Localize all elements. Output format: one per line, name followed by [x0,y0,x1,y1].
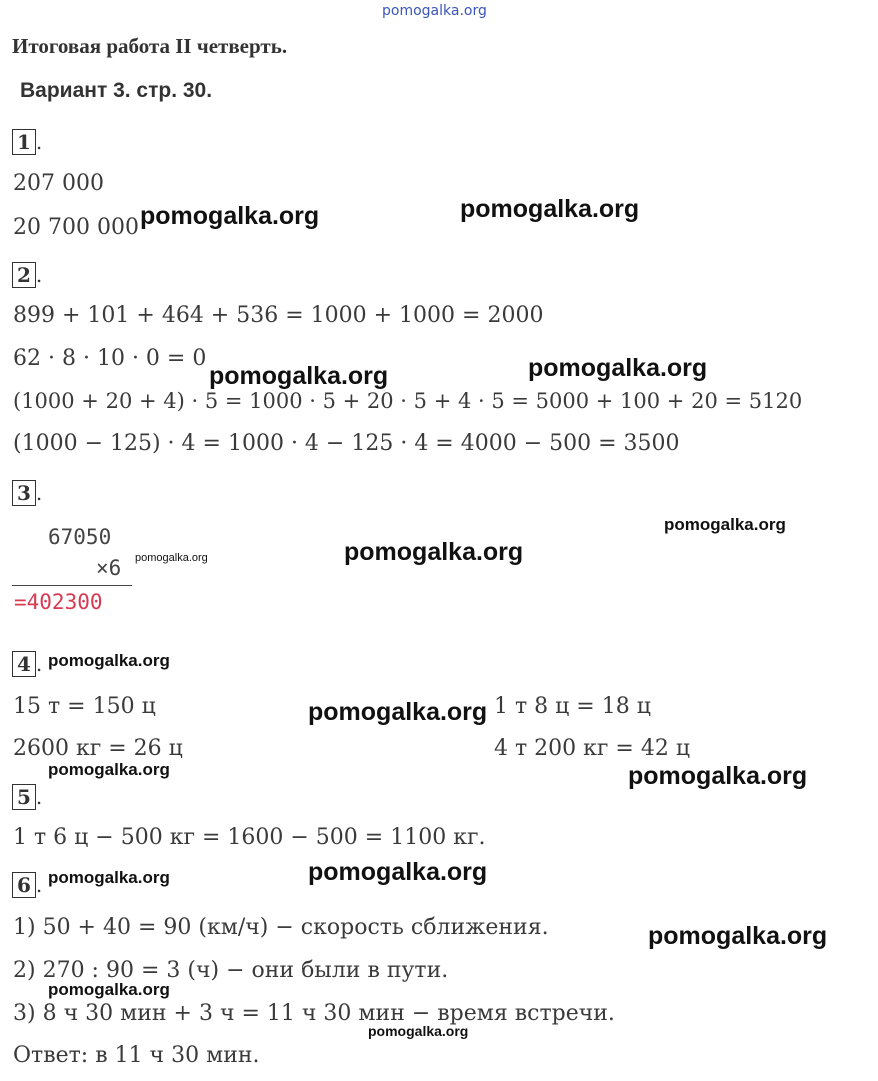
task-2-line-1: 899 + 101 + 464 + 536 = 1000 + 1000 = 2000 [13,303,544,328]
task-number-box: 1 [12,129,36,155]
task-6-number: 6 . [12,872,42,898]
task-number-box: 4 [12,651,36,677]
multiplier: ×6 [96,556,122,580]
watermark: pomogalka.org [648,922,828,950]
task-4-number: 4 . [12,651,42,677]
site-link[interactable]: pomogalka.org [382,3,487,19]
task-2-line-2: 62 · 8 · 10 · 0 = 0 [13,346,207,371]
watermark: pomogalka.org [48,868,170,887]
watermark: pomogalka.org [140,202,320,230]
watermark: pomogalka.org [664,515,786,534]
task-2-line-3: (1000 + 20 + 4) · 5 = 1000 · 5 + 20 · 5 + 4 · 5 = 5000 + 100 + 20 = 5120 [13,389,803,413]
watermark: pomogalka.org [344,538,524,566]
task-number-box: 6 [12,872,36,898]
task-5-line-1: 1 т 6 ц − 500 кг = 1600 − 500 = 1100 кг. [13,825,486,850]
task-3-number: 3 . [12,480,42,506]
task-number-box: 5 [12,784,36,810]
page-title: Итоговая работа II четверть. [12,34,288,58]
task-1-line-2: 20 700 000 [13,215,139,240]
watermark: pomogalka.org [48,980,170,999]
task-6-line-1: 1) 50 + 40 = 90 (км/ч) − скорость сближения. [13,915,549,940]
task-number-box: 2 [12,262,36,288]
task-2-number: 2 . [12,262,42,288]
watermark: pomogalka.org [628,762,808,790]
task-4-line-3: 1 т 8 ц = 18 ц [494,694,651,719]
task-1-line-1: 207 000 [13,171,104,196]
watermark: pomogalka.org [460,195,640,223]
task-4-line-2: 2600 кг = 26 ц [13,736,183,761]
task-6-line-2: 2) 270 : 90 = 3 (ч) − они были в пути. [13,958,449,983]
task-5-number: 5 . [12,784,42,810]
task-1-number: 1 . [12,129,42,155]
task-4-line-4: 4 т 200 кг = 42 ц [494,736,690,761]
multiplication-result: =402300 [14,590,103,614]
watermark: pomogalka.org [308,698,488,726]
variant-subtitle: Вариант 3. стр. 30. [20,79,213,102]
watermark: pomogalka.org [209,362,389,390]
watermark: pomogalka.org [368,1023,469,1039]
task-6-answer: Ответ: в 11 ч 30 мин. [13,1043,260,1068]
task-6-line-3: 3) 8 ч 30 мин + 3 ч = 11 ч 30 мин − время встречи. [13,1001,615,1026]
watermark: pomogalka.org [48,651,170,670]
watermark: pomogalka.org [308,858,488,886]
task-2-line-4: (1000 − 125) · 4 = 1000 · 4 − 125 · 4 = 4000 − 500 = 3500 [13,431,680,456]
calculation-divider [12,585,132,586]
watermark: pomogalka.org [48,760,170,779]
task-number-box: 3 [12,480,36,506]
watermark: pomogalka.org [135,552,208,564]
task-4-line-1: 15 т = 150 ц [13,694,156,719]
multiplicand: 67050 [48,525,112,549]
watermark: pomogalka.org [528,354,708,382]
